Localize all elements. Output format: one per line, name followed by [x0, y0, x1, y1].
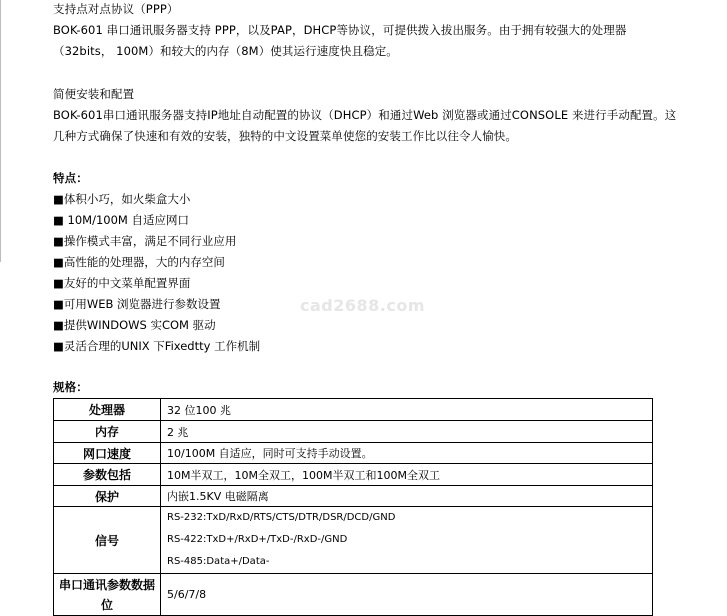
- table-row: [54, 486, 653, 507]
- spec-value: 32 位100 兆: [161, 399, 653, 421]
- spec-key: 内存: [54, 421, 161, 443]
- specs-title: 规格：: [53, 380, 88, 394]
- watermark: cad2688.com: [300, 296, 425, 315]
- signal-line: RS-232:TxD/RxD/RTS/CTS/DTR/DSR/DCD/GND: [167, 512, 396, 523]
- signal-line: RS-422:TxD+/RxD+/TxD-/RxD-/GND: [167, 534, 348, 545]
- paragraph-line: 几种方式确保了快速和有效的安装，独特的中文设置菜单使您的安装工作比以往令人愉快。: [53, 129, 517, 143]
- spec-key: 参数包括: [54, 464, 161, 486]
- spec-value: 10M半双工，10M全双工，100M半双工和100M全双工: [161, 464, 653, 486]
- feature-item: ■提供WINDOWS 实COM 驱动: [53, 318, 216, 332]
- spec-key: 串口通讯参数数据位: [54, 574, 161, 616]
- spec-value: 内嵌1.5KV 电磁隔离: [161, 486, 653, 507]
- page-left-border: [0, 0, 1, 262]
- feature-item: ■体积小巧，如火柴盒大小: [53, 192, 191, 206]
- feature-item: ■ 10M/100M 自适应网口: [53, 213, 189, 227]
- paragraph-line: BOK-601 串口通讯服务器支持 PPP，以及PAP，DHCP等协议，可提供拨入拔出服务。由于拥有较强大的处理器: [53, 23, 627, 37]
- signal-line: RS-485:Data+/Data-: [167, 556, 270, 567]
- section-heading: 支持点对点协议（PPP）: [53, 2, 179, 16]
- feature-item: ■可用WEB 浏览器进行参数设置: [53, 297, 221, 311]
- feature-item: ■灵活合理的UNIX 下Fixedtty 工作机制: [53, 339, 261, 353]
- section-heading: 简便安装和配置: [53, 87, 135, 101]
- spec-key: 保护: [54, 486, 161, 507]
- section-features: [53, 168, 260, 357]
- table-row: [54, 464, 653, 486]
- section-specs: [53, 377, 88, 398]
- table-row: [54, 507, 653, 574]
- spec-value: 2 兆: [161, 421, 653, 443]
- section-ppp: [53, 0, 626, 62]
- spec-value: 10/100M 自适应，同时可支持手动设置。: [161, 443, 653, 464]
- spec-key: 网口速度: [54, 443, 161, 464]
- table-row: [54, 443, 653, 464]
- spec-value: 5/6/7/8: [161, 574, 653, 616]
- spec-value: [161, 507, 653, 574]
- table-row: [54, 399, 653, 421]
- paragraph-line: （32bits， 100M）和较大的内存（8M）使其运行速度快且稳定。: [53, 44, 398, 58]
- spec-key: 处理器: [54, 399, 161, 421]
- features-title: 特点：: [53, 171, 88, 185]
- spec-key: 信号: [54, 507, 161, 574]
- paragraph-line: BOK-601串口通讯服务器支持IP地址自动配置的协议（DHCP）和通过Web 浏览器或通过CONSOLE 来进行手动配置。这: [53, 108, 677, 122]
- table-row: [54, 421, 653, 443]
- feature-item: ■高性能的处理器，大的内存空间: [53, 255, 225, 269]
- feature-item: ■友好的中文菜单配置界面: [53, 276, 191, 290]
- feature-item: ■操作模式丰富，满足不同行业应用: [53, 234, 237, 248]
- section-install: [53, 84, 676, 147]
- specs-table: [53, 398, 653, 616]
- table-row: [54, 574, 653, 616]
